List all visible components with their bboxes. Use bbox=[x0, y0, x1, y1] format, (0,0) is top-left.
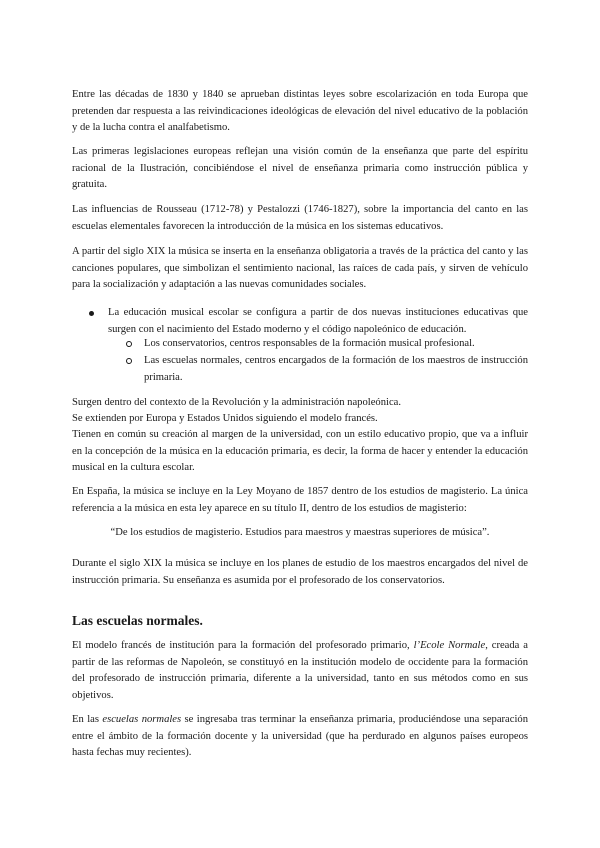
paragraph-ingreso bbox=[72, 712, 528, 762]
paragraph-legislaciones: Las primeras legislaciones europeas reflejan una visión común de la enseñanza que parte del espíritu racional de la Ilustración, concibiéndose el nivel de enseñanza primaria como instrucción pública y gratuita. bbox=[72, 146, 528, 191]
paragraph-ecole-normale bbox=[72, 638, 528, 704]
escuelas-normales-italic: escuelas normales bbox=[102, 714, 182, 725]
ecole-title-italic: l’Ecole Normale bbox=[413, 640, 486, 651]
sub-item-conservatorios bbox=[108, 336, 528, 353]
sub-item-text: Las escuelas normales, centros encargados de la formación de los maestros de instrucción primaria. bbox=[144, 355, 528, 383]
paragraph-siglo-xix: A partir del siglo XIX la música se inserta en la enseñanza obligatoria a través de la práctica del canto y las canciones populares, que simbolizan el sentimiento nacional, las raíces de cada país, y sirven de vehículo para la socialización y adaptación a las nuevas comunidades sociales. bbox=[72, 246, 528, 291]
sub-bullet-icon bbox=[126, 341, 132, 347]
paragraph-comun: Tienen en común su creación al margen de la universidad, con un estilo educativo propio, que va a influir en la concepción de la música en la educación primaria, es decir, la forma de hacer y entender la educación musical en la cultura escolar. bbox=[72, 429, 528, 474]
bullet-item bbox=[72, 305, 528, 338]
bullet-dot-icon bbox=[89, 311, 94, 316]
line-extienden: Se extienden por Europa y Estados Unidos siguiendo el modelo francés. bbox=[72, 413, 378, 424]
paragraph-planes: Durante el siglo XIX la música se incluye en los planes de estudio de los maestros encargados del nivel de instrucción primaria. Su enseñanza es asumida por el profesorado de los conservatorios. bbox=[72, 558, 528, 586]
bullet-text: La educación musical escolar se configura a partir de dos nuevas instituciones educativas que surgen con el nacimiento del Estado moderno y el código napoleónico de educación. bbox=[108, 307, 528, 335]
sub-bullet-icon bbox=[126, 358, 132, 364]
line-contexto: Surgen dentro del contexto de la Revolución y la administración napoleónica. bbox=[72, 397, 402, 408]
sub-item-escuelas bbox=[108, 353, 528, 386]
paragraph-escolarizacion: Entre las décadas de 1830 y 1840 se aprueban distintas leyes sobre escolarización en toda Europa que pretenden dar respuesta a las reivindicaciones ideológicas de elevación del nivel educativo de la población y de la lucha contra el analfabetismo. bbox=[72, 89, 528, 134]
paragraph-espana: En España, la música se incluye en la Ley Moyano de 1857 dentro de los estudios de magisterio. La única referencia a la música en esta ley aparece en su título II, dentro de los estudios de magisterio: bbox=[72, 486, 528, 514]
paragraph-influencias: Las influencias de Rousseau (1712-78) y Pestalozzi (1746-1827), sobre la importancia del canto en las escuelas elementales favorecen la introducción de la música en los sistemas educativos. bbox=[72, 204, 528, 232]
section-heading: Las escuelas normales. bbox=[72, 613, 203, 628]
sub-item-text: Los conservatorios, centros responsables de la formación musical profesional. bbox=[144, 338, 475, 349]
ingreso-text-before: En las bbox=[72, 714, 103, 725]
quote-magisterio: “De los estudios de magisterio. Estudios para maestros y maestras superiores de música”. bbox=[110, 527, 490, 538]
ingreso-text-after: se ingresaba tras terminar la enseñanza primaria, produciéndose una separación entre el ámbito de la formación docente y la universidad (que ha perdurado en algunos países europeos hasta fechas muy recientes). bbox=[72, 714, 529, 759]
ecole-text-before: El modelo francés de institución para la formación del profesorado primario, bbox=[72, 640, 414, 651]
ecole-text-after: , creada a partir de las reformas de Napoleón, se constituyó en la institución modelo de occidente para la formación del profesorado de instrucción primaria, diferente a la universidad, tanto en sus métodos como en sus objetivos. bbox=[72, 640, 528, 701]
